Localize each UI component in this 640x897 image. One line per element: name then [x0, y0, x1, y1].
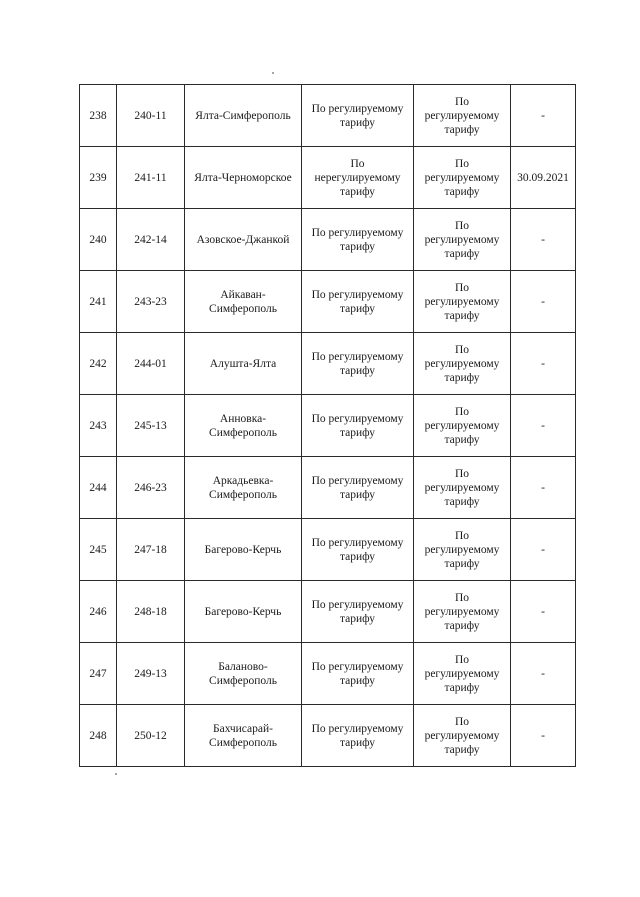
route-number-cell: 241	[80, 271, 117, 333]
routes-table-body	[80, 85, 576, 767]
route-number-cell: 246	[80, 581, 117, 643]
tariff-cell: По регулируемому тарифу	[302, 643, 414, 705]
route-name-cell: Азовское-Джанкой	[185, 209, 302, 271]
date-cell: -	[511, 395, 576, 457]
route-number-cell: 244	[80, 457, 117, 519]
route-number-cell: 248	[80, 705, 117, 767]
tariff-cell: По нерегулируемому тарифу	[302, 147, 414, 209]
date-cell: -	[511, 85, 576, 147]
tariff-cell: По регулируемому тарифу	[302, 85, 414, 147]
route-number-cell: 239	[80, 147, 117, 209]
date-cell: -	[511, 519, 576, 581]
route-name-cell: Баланово- Симферополь	[185, 643, 302, 705]
route-code-cell: 243-23	[117, 271, 185, 333]
table-row	[80, 643, 576, 705]
date-cell: 30.09.2021	[511, 147, 576, 209]
table-row	[80, 333, 576, 395]
route-number-cell: 242	[80, 333, 117, 395]
table-row	[80, 519, 576, 581]
routes-table	[79, 84, 576, 767]
tariff-change-cell: По регулируемому тарифу	[414, 705, 511, 767]
route-number-cell: 238	[80, 85, 117, 147]
tariff-cell: По регулируемому тарифу	[302, 519, 414, 581]
tariff-cell: По регулируемому тарифу	[302, 457, 414, 519]
route-code-cell: 245-13	[117, 395, 185, 457]
tariff-cell: По регулируемому тарифу	[302, 395, 414, 457]
route-name-cell: Айкаван- Симферополь	[185, 271, 302, 333]
route-name-cell: Ялта-Симферополь	[185, 85, 302, 147]
date-cell: -	[511, 643, 576, 705]
tariff-change-cell: По регулируемому тарифу	[414, 85, 511, 147]
route-name-cell: Бахчисарай- Симферополь	[185, 705, 302, 767]
route-code-cell: 240-11	[117, 85, 185, 147]
route-code-cell: 248-18	[117, 581, 185, 643]
route-number-cell: 247	[80, 643, 117, 705]
route-number-cell: 243	[80, 395, 117, 457]
route-code-cell: 249-13	[117, 643, 185, 705]
table-row	[80, 209, 576, 271]
scan-speck	[115, 773, 117, 775]
route-number-cell: 245	[80, 519, 117, 581]
route-code-cell: 242-14	[117, 209, 185, 271]
route-number-cell: 240	[80, 209, 117, 271]
route-code-cell: 250-12	[117, 705, 185, 767]
tariff-cell: По регулируемому тарифу	[302, 271, 414, 333]
table-row	[80, 85, 576, 147]
date-cell: -	[511, 271, 576, 333]
tariff-change-cell: По регулируемому тарифу	[414, 209, 511, 271]
route-code-cell: 246-23	[117, 457, 185, 519]
route-code-cell: 247-18	[117, 519, 185, 581]
tariff-change-cell: По регулируемому тарифу	[414, 271, 511, 333]
tariff-cell: По регулируемому тарифу	[302, 581, 414, 643]
table-row	[80, 705, 576, 767]
date-cell: -	[511, 705, 576, 767]
tariff-change-cell: По регулируемому тарифу	[414, 581, 511, 643]
tariff-change-cell: По регулируемому тарифу	[414, 147, 511, 209]
tariff-change-cell: По регулируемому тарифу	[414, 643, 511, 705]
table-row	[80, 395, 576, 457]
date-cell: -	[511, 333, 576, 395]
date-cell: -	[511, 209, 576, 271]
tariff-change-cell: По регулируемому тарифу	[414, 519, 511, 581]
route-name-cell: Анновка- Симферополь	[185, 395, 302, 457]
route-name-cell: Багерово-Керчь	[185, 519, 302, 581]
table-row	[80, 271, 576, 333]
route-name-cell: Алушта-Ялта	[185, 333, 302, 395]
tariff-change-cell: По регулируемому тарифу	[414, 395, 511, 457]
table-row	[80, 581, 576, 643]
table-row	[80, 147, 576, 209]
route-code-cell: 241-11	[117, 147, 185, 209]
tariff-cell: По регулируемому тарифу	[302, 705, 414, 767]
route-code-cell: 244-01	[117, 333, 185, 395]
tariff-cell: По регулируемому тарифу	[302, 333, 414, 395]
route-name-cell: Ялта-Черноморское	[185, 147, 302, 209]
scan-speck	[272, 72, 274, 74]
table-row	[80, 457, 576, 519]
tariff-change-cell: По регулируемому тарифу	[414, 457, 511, 519]
route-name-cell: Багерово-Керчь	[185, 581, 302, 643]
route-name-cell: Аркадьевка- Симферополь	[185, 457, 302, 519]
date-cell: -	[511, 581, 576, 643]
tariff-change-cell: По регулируемому тарифу	[414, 333, 511, 395]
tariff-cell: По регулируемому тарифу	[302, 209, 414, 271]
date-cell: -	[511, 457, 576, 519]
